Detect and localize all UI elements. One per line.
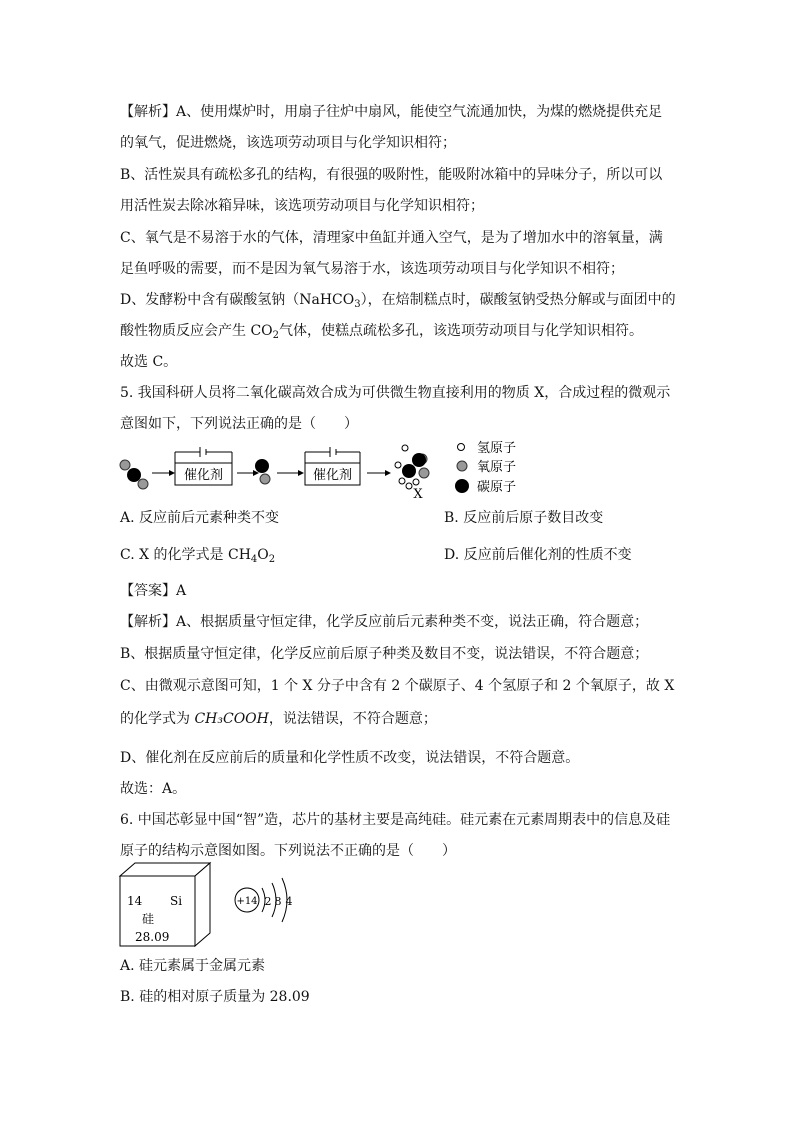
option-a: A. 反应前后元素种类不变 <box>120 510 280 526</box>
svg-text:14: 14 <box>127 894 143 908</box>
x-molecule-icon <box>395 445 429 489</box>
answer-q5: 【答案】A <box>120 583 187 599</box>
answer-q4: 故选 C。 <box>120 354 178 370</box>
silicon-element-figure <box>115 858 315 948</box>
analysis-q4-line3: B、活性炭具有疏松多孔的结构，有很强的吸附性，能吸附冰箱中的异味分子，所以可以 <box>120 167 663 183</box>
element-card-icon <box>120 863 210 946</box>
analysis-q4-line6: 足鱼呼吸的需要，而不是因为氧气易溶于水，该选项劳动项目与化学知识不相符； <box>120 261 624 277</box>
svg-text:Si: Si <box>170 894 183 908</box>
option-b-q6: B. 硅的相对原子质量为 28.09 <box>120 989 310 1005</box>
svg-text:+14: +14 <box>236 896 258 907</box>
question-5-line2: 意图如下，下列说法正确的是（ ） <box>120 416 358 432</box>
co2-molecule-icon <box>120 460 148 489</box>
carbon-atom-icon <box>455 479 469 493</box>
svg-text:碳原子: 碳原子 <box>477 480 517 495</box>
conclusion-q5: 故选：A。 <box>120 781 187 797</box>
svg-text:氢原子: 氢原子 <box>477 441 517 456</box>
atom-structure-icon <box>235 878 293 922</box>
analysis-q4-line8: 酸性物质反应会产生 $CO_2$气体，使糕点疏松多孔，该选项劳动项目与化学知识相符。 <box>120 323 644 341</box>
svg-text:催化剂: 催化剂 <box>183 468 224 483</box>
analysis-q4-line7: D、发酵粉中含有碳酸氢钠（NaHCO$_3$），在焙制糕点时，碳酸氢钠受热分解或与面团中的 <box>120 292 676 310</box>
analysis-q5-line3: C、由微观示意图可知，1 个 X 分子中含有 2 个碳原子、4 个氢原子和 2 个氧原子，故 X <box>120 678 675 694</box>
svg-text:8: 8 <box>274 895 282 908</box>
analysis-q4-line2: 的氧气，促进燃烧，该选项劳动项目与化学知识相符； <box>120 135 456 151</box>
reaction-micro-diagram <box>115 435 535 503</box>
question-6-line1: 6. 中国芯彰显中国“智”造，芯片的基材主要是高纯硅。硅元素在元素周期表中的信息及硅 <box>120 812 671 828</box>
x-label: X <box>413 487 423 502</box>
oxygen-atom-icon <box>457 461 467 471</box>
svg-text:2: 2 <box>264 895 272 908</box>
svg-text:4: 4 <box>285 895 293 908</box>
analysis-q4-line1: 【解析】A、使用煤炉时，用扇子往炉中扇风，能使空气流通加快，为煤的燃烧提供充足 <box>120 104 663 120</box>
svg-text:氧原子: 氧原子 <box>477 460 517 475</box>
question-6-line2: 原子的结构示意图如图。下列说法不正确的是（ ） <box>120 843 456 859</box>
option-a-q6: A. 硅元素属于金属元素 <box>120 958 266 974</box>
analysis-q5-line4: 的化学式为 CH₃COOH，说法错误，不符合题意； <box>120 711 437 727</box>
catalyst-box-1 <box>175 447 232 485</box>
legend <box>455 441 516 495</box>
analysis-q4-line4: 用活性炭去除冰箱异味，该选项劳动项目与化学知识相符； <box>120 198 484 214</box>
option-d: D. 反应前后催化剂的性质不变 <box>444 547 632 563</box>
question-5-line1: 5. 我国科研人员将二氧化碳高效合成为可供微生物直接利用的物质 X，合成过程的微观示 <box>120 385 671 401</box>
svg-text:28.09: 28.09 <box>135 930 170 944</box>
analysis-q5-line1: 【解析】A、根据质量守恒定律，化学反应前后元素种类不变，说法正确，符合题意； <box>120 614 649 630</box>
co-molecule-icon <box>255 459 270 484</box>
analysis-q4-line5: C、氧气是不易溶于水的气体，清理家中鱼缸并通入空气，是为了增加水中的溶氧量，满 <box>120 230 663 246</box>
analysis-q5-line2: B、根据质量守恒定律，化学反应前后原子种类及数目不变，说法错误，不符合题意； <box>120 646 649 662</box>
svg-text:硅: 硅 <box>142 912 155 926</box>
analysis-q5-line5: D、催化剂在反应前后的质量和化学性质不改变，说法错误，不符合题意。 <box>120 750 580 766</box>
option-b: B. 反应前后原子数目改变 <box>444 510 604 526</box>
svg-text:催化剂: 催化剂 <box>312 468 353 483</box>
catalyst-box-2 <box>305 447 360 485</box>
hydrogen-atom-icon <box>458 444 465 451</box>
option-c: C. X 的化学式是 $CH_4O_2$ <box>120 547 276 565</box>
